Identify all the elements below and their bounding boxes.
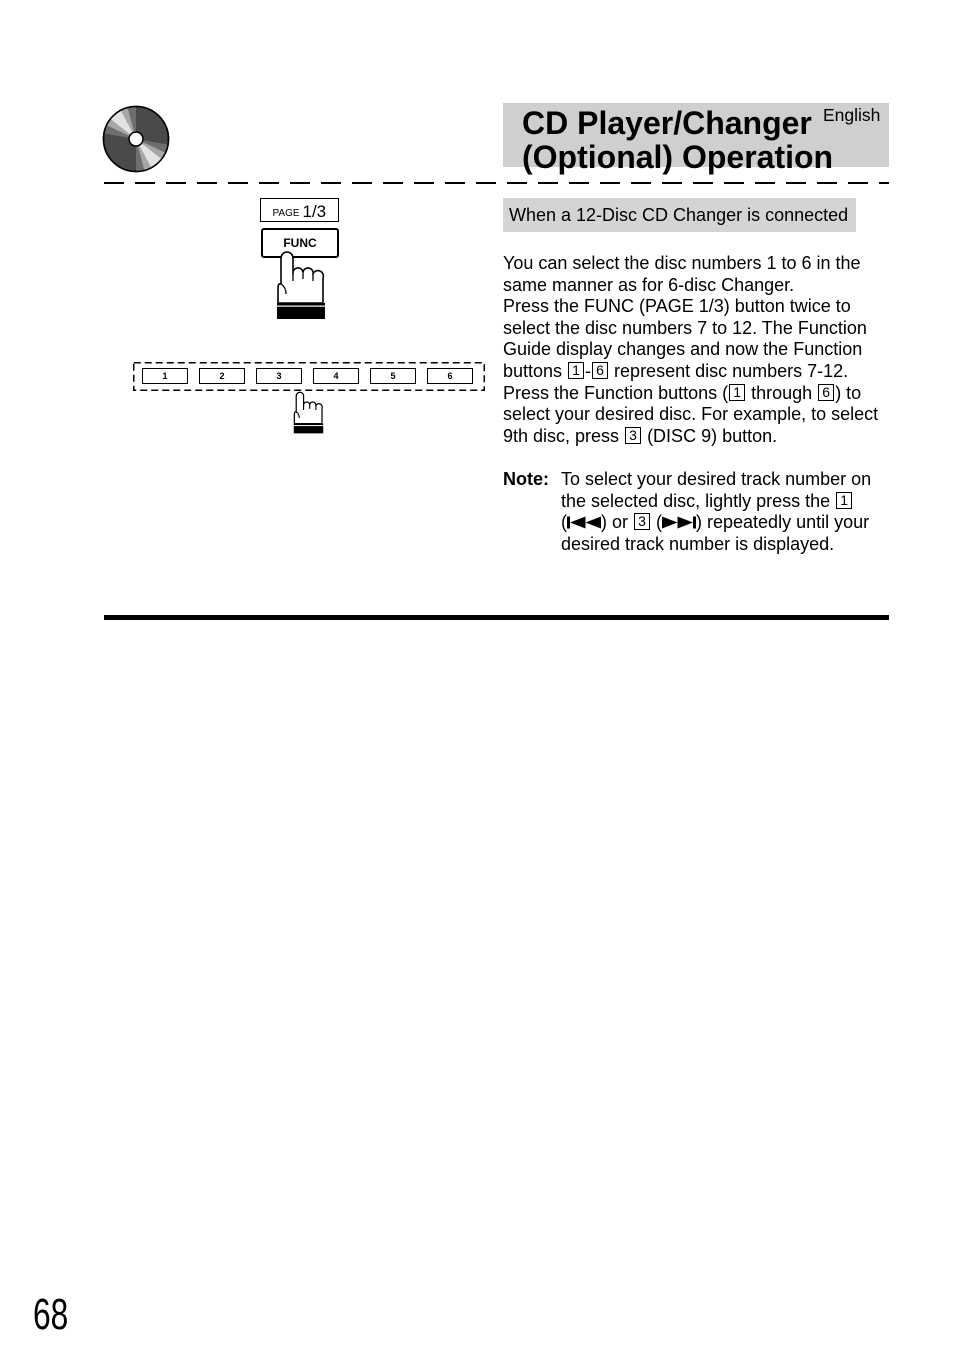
note-line-text: desired track number is displayed. — [561, 533, 835, 554]
body-line — [503, 318, 878, 340]
skip-forward-icon — [662, 516, 696, 529]
body-text: through — [746, 382, 818, 403]
function-button-4: 4 — [313, 368, 359, 384]
body-line — [503, 426, 878, 448]
page-indicator — [260, 198, 339, 222]
body-text: select the disc numbers 7 to 12. The Function — [503, 317, 867, 338]
note-line — [561, 491, 871, 513]
body-text: buttons — [503, 360, 568, 381]
function-button-6: 6 — [427, 368, 473, 384]
body-text: select your desired disc. For example, to select — [503, 404, 879, 425]
page-number: 68 — [33, 1290, 69, 1339]
note-line-text: ( — [561, 512, 567, 533]
hand-pointer-icon — [293, 391, 324, 434]
note-line-text: ) or — [601, 512, 634, 533]
body-text: You can select the disc numbers 1 to 6 in the — [503, 253, 861, 273]
body-text: same manner as for 6-disc Changer. — [503, 274, 795, 295]
dashed-divider — [104, 182, 889, 184]
hand-pointer-icon — [276, 250, 326, 320]
body-line — [503, 339, 878, 361]
key-box: 3 — [625, 427, 641, 444]
body-line — [503, 253, 878, 275]
note-line-text: the selected disc, lightly press the — [561, 490, 836, 511]
function-button-1: 1 — [142, 368, 188, 384]
section-heading: When a 12-Disc CD Changer is connected — [503, 198, 856, 232]
note-line — [561, 469, 871, 491]
body-text: - — [585, 360, 592, 381]
key-box: 6 — [592, 362, 608, 379]
language-label: English — [823, 105, 881, 125]
body-text: Press the FUNC (PAGE 1/3) button twice to — [503, 296, 851, 317]
note-line-text: ) repeatedly until your — [696, 512, 870, 533]
note-line — [561, 512, 871, 534]
body-text: (DISC 9) button. — [642, 425, 778, 446]
body-line — [503, 361, 878, 383]
body-line — [503, 275, 878, 297]
body-text: 9th disc, press — [503, 425, 625, 446]
section-end-rule — [104, 615, 889, 620]
body-paragraph — [503, 253, 878, 447]
function-button-3: 3 — [256, 368, 302, 384]
body-line — [503, 404, 878, 426]
page-indicator-value: 1/3 — [302, 201, 327, 221]
page-title-line-1: CD Player/Changer — [522, 105, 812, 141]
key-box: 1 — [568, 362, 584, 379]
note-line-text: To select your desired track number on — [561, 469, 872, 489]
skip-back-icon — [567, 516, 601, 529]
body-text: Guide display changes and now the Function — [503, 339, 863, 360]
body-text: ) to — [835, 382, 862, 403]
body-line — [503, 383, 878, 405]
note-line-text: ( — [651, 512, 663, 533]
note-label: Note: — [503, 469, 549, 489]
func-button-label: FUNC — [283, 236, 317, 250]
body-text: represent disc numbers 7-12. — [609, 360, 849, 381]
note-line — [561, 534, 871, 556]
body-line — [503, 296, 878, 318]
key-box: 3 — [634, 513, 650, 530]
function-button-2: 2 — [199, 368, 245, 384]
key-box: 6 — [818, 384, 834, 401]
note-text — [561, 469, 871, 555]
page-indicator-label: PAGE — [272, 208, 300, 219]
key-box: 1 — [836, 492, 852, 509]
cd-disc-icon — [102, 105, 170, 173]
body-text: Press the Function buttons ( — [503, 382, 729, 403]
note-block — [503, 469, 889, 556]
key-box: 1 — [729, 384, 745, 401]
function-button-5: 5 — [370, 368, 416, 384]
page-title-line-2: (Optional) Operation — [522, 139, 834, 175]
